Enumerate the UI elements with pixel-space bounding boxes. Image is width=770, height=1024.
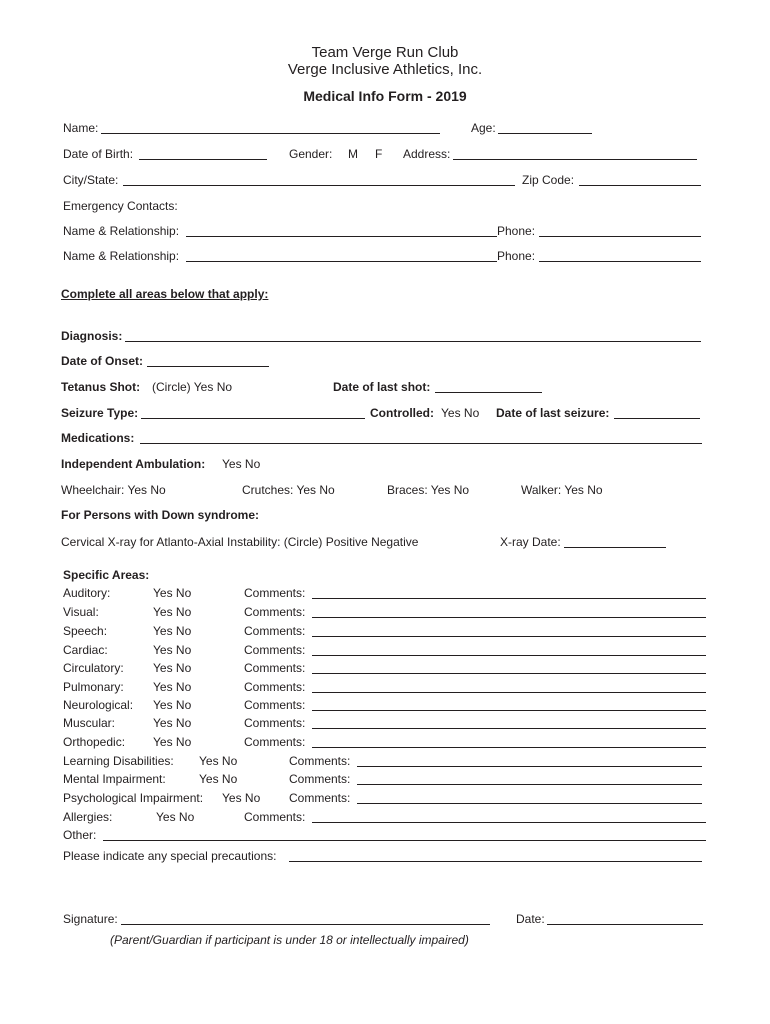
crutches-option[interactable]: Crutches: Yes No — [242, 483, 335, 497]
specific-area-yes-no[interactable]: Yes No — [153, 586, 192, 600]
specific-area-comments-field[interactable] — [312, 692, 706, 693]
specific-area-comments-label: Comments: — [289, 791, 351, 805]
instructions: Complete all areas below that apply: — [61, 287, 269, 301]
xray-date-label: X-ray Date: — [500, 535, 561, 549]
other-label: Other: — [63, 828, 97, 842]
xray-date-field[interactable] — [564, 547, 666, 548]
specific-area-comments-label: Comments: — [244, 605, 306, 619]
specific-area-comments-label: Comments: — [244, 735, 306, 749]
specific-area-comments-label: Comments: — [289, 754, 351, 768]
gender-male-option[interactable]: M — [348, 147, 358, 161]
specific-areas-heading: Specific Areas: — [63, 568, 150, 582]
specific-area-label: Learning Disabilities: — [63, 754, 174, 768]
gender-label: Gender: — [289, 147, 333, 161]
specific-area-label: Neurological: — [63, 698, 134, 712]
specific-area-label: Circulatory: — [63, 661, 124, 675]
diagnosis-field[interactable] — [125, 341, 701, 342]
specific-area-yes-no[interactable]: Yes No — [153, 643, 192, 657]
specific-area-comments-label: Comments: — [289, 772, 351, 786]
form-title: Medical Info Form - 2019 — [303, 88, 467, 104]
specific-area-yes-no[interactable]: Yes No — [153, 698, 192, 712]
specific-area-comments-field[interactable] — [312, 728, 706, 729]
age-field[interactable] — [498, 133, 592, 134]
specific-area-yes-no[interactable]: Yes No — [153, 661, 192, 675]
zip-label: Zip Code: — [522, 173, 575, 187]
specific-area-label: Allergies: — [63, 810, 113, 824]
specific-area-label: Speech: — [63, 624, 108, 638]
address-label: Address: — [403, 147, 451, 161]
contact-2-name-label: Name & Relationship: — [63, 249, 180, 263]
specific-area-comments-field[interactable] — [312, 747, 706, 748]
last-seizure-label: Date of last seizure: — [496, 406, 610, 420]
wheelchair-option[interactable]: Wheelchair: Yes No — [61, 483, 166, 497]
specific-area-comments-field[interactable] — [357, 803, 702, 804]
specific-area-comments-field[interactable] — [312, 655, 706, 656]
specific-area-comments-label: Comments: — [244, 716, 306, 730]
name-field[interactable] — [101, 133, 440, 134]
date-label: Date: — [516, 912, 545, 926]
dob-label: Date of Birth: — [63, 147, 134, 161]
specific-area-yes-no[interactable]: Yes No — [222, 791, 261, 805]
club-name: Team Verge Run Club — [311, 44, 459, 61]
guardian-note: (Parent/Guardian if participant is under 18 or intellectually impaired) — [110, 933, 469, 947]
specific-area-yes-no[interactable]: Yes No — [153, 716, 192, 730]
specific-area-comments-field[interactable] — [357, 766, 702, 767]
specific-area-label: Muscular: — [63, 716, 116, 730]
specific-area-label: Psychological Impairment: — [63, 791, 204, 805]
medications-field[interactable] — [140, 443, 702, 444]
braces-option[interactable]: Braces: Yes No — [387, 483, 470, 497]
diagnosis-label: Diagnosis: — [61, 329, 123, 343]
specific-area-comments-field[interactable] — [312, 636, 706, 637]
last-shot-field[interactable] — [435, 392, 542, 393]
last-seizure-field[interactable] — [614, 418, 700, 419]
signature-label: Signature: — [63, 912, 118, 926]
controlled-options[interactable]: Yes No — [441, 406, 480, 420]
specific-area-label: Cardiac: — [63, 643, 108, 657]
specific-area-comments-label: Comments: — [244, 810, 306, 824]
specific-area-comments-label: Comments: — [244, 680, 306, 694]
tetanus-label: Tetanus Shot: — [61, 380, 141, 394]
specific-area-comments-label: Comments: — [244, 698, 306, 712]
specific-area-yes-no[interactable]: Yes No — [153, 680, 192, 694]
specific-area-comments-label: Comments: — [244, 643, 306, 657]
contact-2-name-field[interactable] — [186, 261, 497, 262]
last-shot-label: Date of last shot: — [333, 380, 431, 394]
date-field[interactable] — [547, 924, 703, 925]
organization-name: Verge Inclusive Athletics, Inc. — [287, 61, 483, 78]
city-state-label: City/State: — [63, 173, 119, 187]
specific-area-comments-field[interactable] — [312, 598, 706, 599]
contact-1-phone-label: Phone: — [497, 224, 536, 238]
seizure-type-label: Seizure Type: — [61, 406, 139, 420]
dob-field[interactable] — [139, 159, 267, 160]
walker-option[interactable]: Walker: Yes No — [521, 483, 603, 497]
medications-label: Medications: — [61, 431, 135, 445]
specific-area-yes-no[interactable]: Yes No — [153, 605, 192, 619]
specific-area-comments-field[interactable] — [312, 673, 706, 674]
specific-area-label: Pulmonary: — [63, 680, 124, 694]
specific-area-comments-field[interactable] — [312, 710, 706, 711]
address-field[interactable] — [453, 159, 697, 160]
contact-1-name-field[interactable] — [186, 236, 497, 237]
specific-area-comments-field[interactable] — [312, 822, 706, 823]
precautions-label: Please indicate any special precautions: — [63, 849, 277, 863]
onset-field[interactable] — [147, 366, 269, 367]
specific-area-yes-no[interactable]: Yes No — [199, 754, 238, 768]
specific-area-yes-no[interactable]: Yes No — [153, 624, 192, 638]
contact-2-phone-label: Phone: — [497, 249, 536, 263]
specific-area-label: Auditory: — [63, 586, 111, 600]
onset-label: Date of Onset: — [61, 354, 144, 368]
specific-area-label: Visual: — [63, 605, 99, 619]
precautions-field[interactable] — [289, 861, 702, 862]
cervical-xray-question[interactable]: Cervical X-ray for Atlanto-Axial Instability: (Circle) Positive Negative — [61, 535, 419, 549]
contact-1-phone-field[interactable] — [539, 236, 701, 237]
specific-area-yes-no[interactable]: Yes No — [156, 810, 195, 824]
contact-1-name-label: Name & Relationship: — [63, 224, 180, 238]
emergency-contacts-label: Emergency Contacts: — [63, 199, 178, 213]
down-syndrome-heading: For Persons with Down syndrome: — [61, 508, 260, 522]
specific-area-comments-label: Comments: — [244, 661, 306, 675]
specific-area-yes-no[interactable]: Yes No — [153, 735, 192, 749]
specific-area-comments-field[interactable] — [357, 784, 702, 785]
zip-field[interactable] — [579, 185, 701, 186]
other-field[interactable] — [103, 840, 706, 841]
specific-area-label: Orthopedic: — [63, 735, 126, 749]
city-state-field[interactable] — [123, 185, 515, 186]
signature-field[interactable] — [121, 924, 490, 925]
tetanus-options[interactable]: (Circle) Yes No — [152, 380, 233, 394]
specific-area-comments-label: Comments: — [244, 586, 306, 600]
specific-area-comments-field[interactable] — [312, 617, 706, 618]
name-label: Name: — [63, 121, 99, 135]
specific-area-yes-no[interactable]: Yes No — [199, 772, 238, 786]
controlled-label: Controlled: — [370, 406, 434, 420]
specific-area-comments-label: Comments: — [244, 624, 306, 638]
specific-area-label: Mental Impairment: — [63, 772, 166, 786]
ambulation-options[interactable]: Yes No — [222, 457, 261, 471]
ambulation-label: Independent Ambulation: — [61, 457, 206, 471]
age-label: Age: — [471, 121, 496, 135]
seizure-type-field[interactable] — [141, 418, 365, 419]
gender-female-option[interactable]: F — [375, 147, 383, 161]
contact-2-phone-field[interactable] — [539, 261, 701, 262]
